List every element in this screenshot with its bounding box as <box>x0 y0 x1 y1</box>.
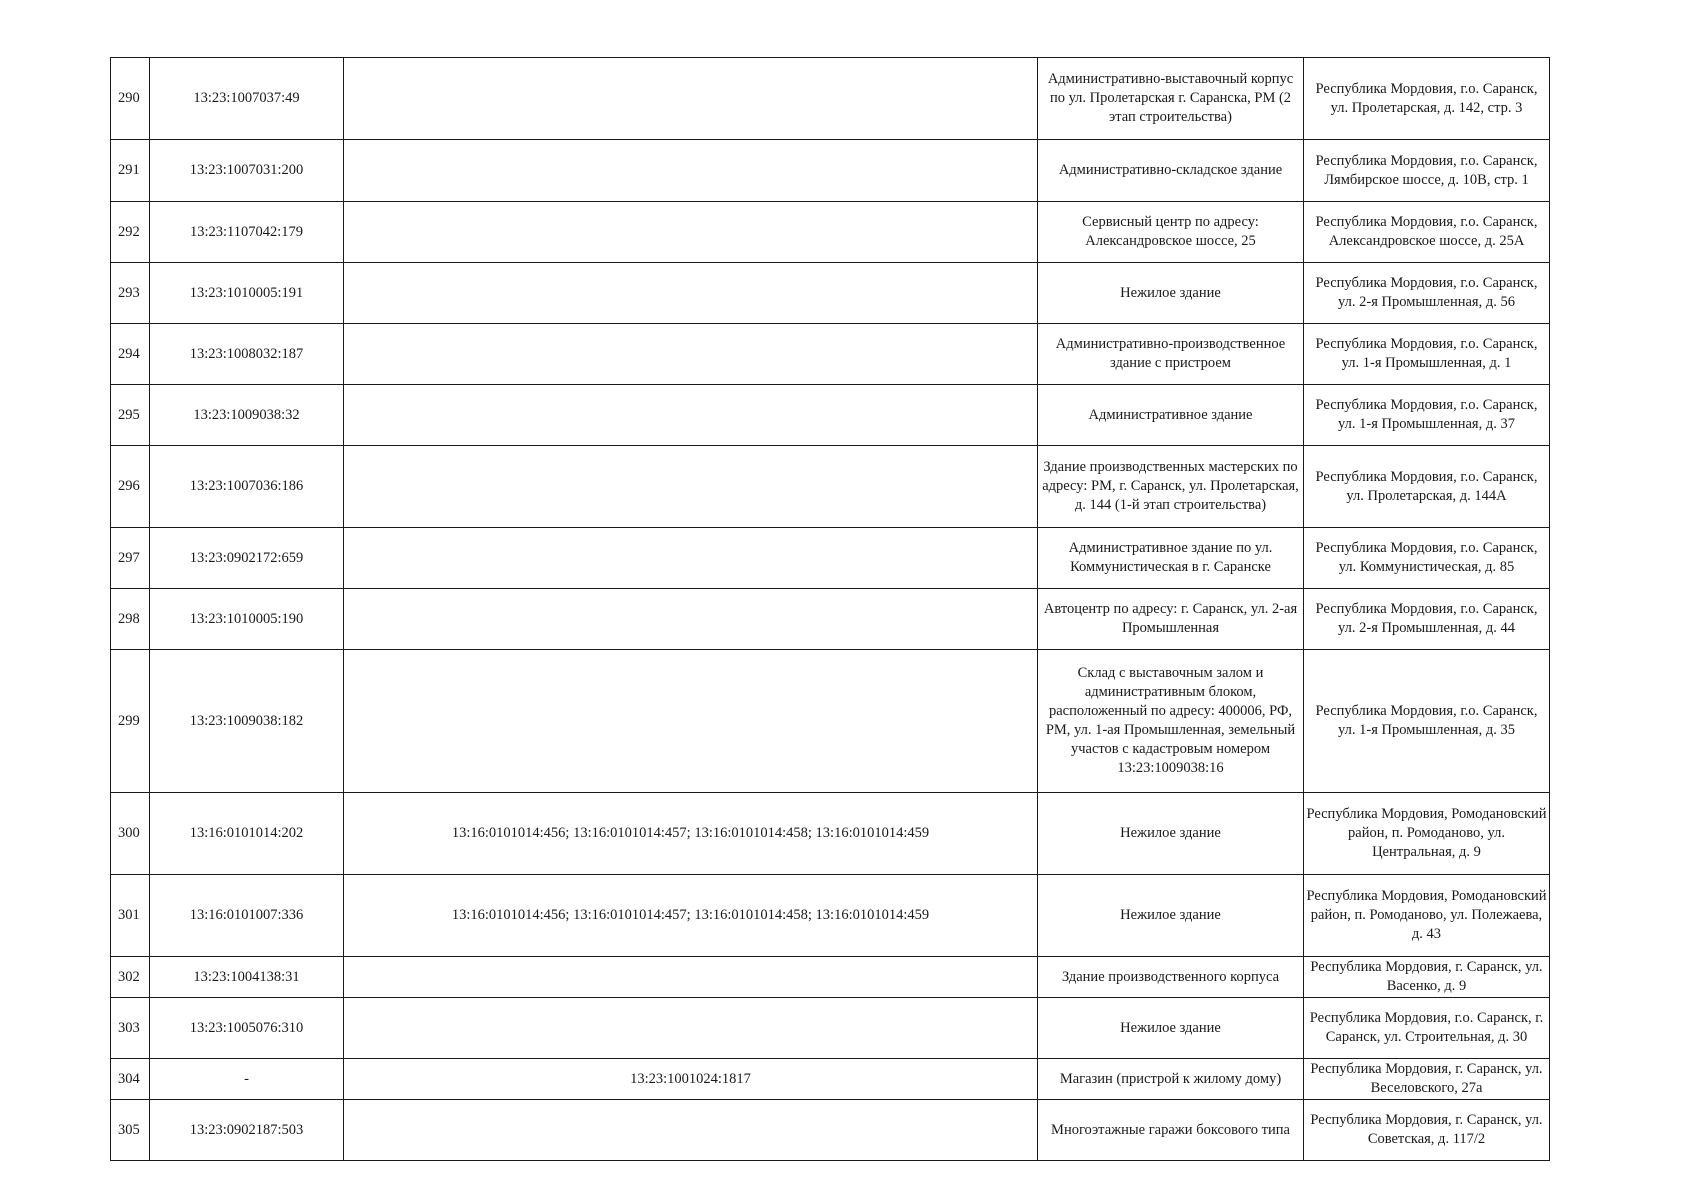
table-row <box>111 528 1550 589</box>
object-name: Многоэтажные гаражи боксового типа <box>1038 1100 1304 1161</box>
object-address: Республика Мордовия, г.о. Саранск, ул. Пролетарская, д. 142, стр. 3 <box>1304 58 1550 140</box>
object-address: Республика Мордовия, г.о. Саранск, ул. 1-я Промышленная, д. 35 <box>1304 650 1550 793</box>
cadastral-number: 13:23:1007031:200 <box>150 140 344 202</box>
table-row <box>111 998 1550 1059</box>
object-name: Административное здание по ул. Коммунистическая в г. Саранске <box>1038 528 1304 589</box>
object-address: Республика Мордовия, г. Саранск, ул. Васенко, д. 9 <box>1304 957 1550 998</box>
related-cadastral-numbers: 13:16:0101014:456; 13:16:0101014:457; 13:16:0101014:458; 13:16:0101014:459 <box>344 793 1038 875</box>
object-name: Административно-производственное здание с пристроем <box>1038 324 1304 385</box>
row-number: 291 <box>111 140 150 202</box>
related-cadastral-numbers <box>344 263 1038 324</box>
related-cadastral-numbers <box>344 1100 1038 1161</box>
row-number: 301 <box>111 875 150 957</box>
table-row <box>111 589 1550 650</box>
cadastral-number: 13:16:0101014:202 <box>150 793 344 875</box>
table-row <box>111 1059 1550 1100</box>
row-number: 304 <box>111 1059 150 1100</box>
object-address: Республика Мордовия, г.о. Саранск, ул. 1-я Промышленная, д. 1 <box>1304 324 1550 385</box>
object-name: Административное здание <box>1038 385 1304 446</box>
related-cadastral-numbers <box>344 58 1038 140</box>
cadastral-number: 13:23:1008032:187 <box>150 324 344 385</box>
row-number: 299 <box>111 650 150 793</box>
related-cadastral-numbers: 13:23:1001024:1817 <box>344 1059 1038 1100</box>
related-cadastral-numbers <box>344 202 1038 263</box>
table-row <box>111 324 1550 385</box>
object-name: Нежилое здание <box>1038 793 1304 875</box>
cadastral-number: 13:23:0902172:659 <box>150 528 344 589</box>
object-name: Нежилое здание <box>1038 263 1304 324</box>
cadastral-number: 13:23:1009038:32 <box>150 385 344 446</box>
object-address: Республика Мордовия, г.о. Саранск, ул. 2-я Промышленная, д. 56 <box>1304 263 1550 324</box>
object-name: Здание производственного корпуса <box>1038 957 1304 998</box>
registry-table <box>110 57 1550 1161</box>
object-address: Республика Мордовия, г.о. Саранск, ул. 1-я Промышленная, д. 37 <box>1304 385 1550 446</box>
row-number: 296 <box>111 446 150 528</box>
cadastral-number: 13:23:1004138:31 <box>150 957 344 998</box>
cadastral-number: 13:23:1007036:186 <box>150 446 344 528</box>
table-row <box>111 263 1550 324</box>
object-name: Склад с выставочным залом и административным блоком, расположенный по адресу: 400006, РФ, РМ, ул. 1-ая Промышленная, земельный участов с кадастровым номером 13:23:1009038:16 <box>1038 650 1304 793</box>
object-name: Административно-выставочный корпус по ул. Пролетарская г. Саранска, РМ (2 этап строительства) <box>1038 58 1304 140</box>
table-row <box>111 202 1550 263</box>
cadastral-number: 13:23:1107042:179 <box>150 202 344 263</box>
row-number: 302 <box>111 957 150 998</box>
related-cadastral-numbers <box>344 385 1038 446</box>
cadastral-number: 13:23:0902187:503 <box>150 1100 344 1161</box>
related-cadastral-numbers <box>344 140 1038 202</box>
row-number: 297 <box>111 528 150 589</box>
table-row <box>111 58 1550 140</box>
table-row <box>111 793 1550 875</box>
object-address: Республика Мордовия, г. Саранск, ул. Советская, д. 117/2 <box>1304 1100 1550 1161</box>
cadastral-number: - <box>150 1059 344 1100</box>
cadastral-number: 13:16:0101007:336 <box>150 875 344 957</box>
table-row <box>111 385 1550 446</box>
object-name: Здание производственных мастерских по адресу: РМ, г. Саранск, ул. Пролетарская, д. 144 (1-й этап строительства) <box>1038 446 1304 528</box>
object-name: Нежилое здание <box>1038 998 1304 1059</box>
object-name: Автоцентр по адресу: г. Саранск, ул. 2-ая Промышленная <box>1038 589 1304 650</box>
object-address: Республика Мордовия, г.о. Саранск, Лямбирское шоссе, д. 10В, стр. 1 <box>1304 140 1550 202</box>
object-address: Республика Мордовия, г.о. Саранск, г. Саранск, ул. Строительная, д. 30 <box>1304 998 1550 1059</box>
object-address: Республика Мордовия, г.о. Саранск, ул. 2-я Промышленная, д. 44 <box>1304 589 1550 650</box>
row-number: 303 <box>111 998 150 1059</box>
object-address: Республика Мордовия, г.о. Саранск, ул. Коммунистическая, д. 85 <box>1304 528 1550 589</box>
related-cadastral-numbers: 13:16:0101014:456; 13:16:0101014:457; 13:16:0101014:458; 13:16:0101014:459 <box>344 875 1038 957</box>
table-row <box>111 1100 1550 1161</box>
cadastral-number: 13:23:1007037:49 <box>150 58 344 140</box>
table-row <box>111 957 1550 998</box>
table-row <box>111 650 1550 793</box>
related-cadastral-numbers <box>344 589 1038 650</box>
registry-table-body <box>111 58 1550 1161</box>
cadastral-number: 13:23:1010005:190 <box>150 589 344 650</box>
object-name: Магазин (пристрой к жилому дому) <box>1038 1059 1304 1100</box>
related-cadastral-numbers <box>344 957 1038 998</box>
row-number: 292 <box>111 202 150 263</box>
row-number: 300 <box>111 793 150 875</box>
row-number: 298 <box>111 589 150 650</box>
related-cadastral-numbers <box>344 446 1038 528</box>
row-number: 294 <box>111 324 150 385</box>
related-cadastral-numbers <box>344 324 1038 385</box>
row-number: 305 <box>111 1100 150 1161</box>
table-row <box>111 140 1550 202</box>
related-cadastral-numbers <box>344 650 1038 793</box>
object-name: Сервисный центр по адресу: Александровское шоссе, 25 <box>1038 202 1304 263</box>
cadastral-number: 13:23:1009038:182 <box>150 650 344 793</box>
cadastral-number: 13:23:1005076:310 <box>150 998 344 1059</box>
object-name: Нежилое здание <box>1038 875 1304 957</box>
object-name: Административно-складское здание <box>1038 140 1304 202</box>
object-address: Республика Мордовия, г.о. Саранск, Александровское шоссе, д. 25А <box>1304 202 1550 263</box>
related-cadastral-numbers <box>344 998 1038 1059</box>
object-address: Республика Мордовия, г.о. Саранск, ул. Пролетарская, д. 144А <box>1304 446 1550 528</box>
table-row <box>111 446 1550 528</box>
object-address: Республика Мордовия, г. Саранск, ул. Веселовского, 27а <box>1304 1059 1550 1100</box>
object-address: Республика Мордовия, Ромодановский район, п. Ромоданово, ул. Центральная, д. 9 <box>1304 793 1550 875</box>
related-cadastral-numbers <box>344 528 1038 589</box>
row-number: 293 <box>111 263 150 324</box>
row-number: 290 <box>111 58 150 140</box>
cadastral-number: 13:23:1010005:191 <box>150 263 344 324</box>
row-number: 295 <box>111 385 150 446</box>
table-row <box>111 875 1550 957</box>
object-address: Республика Мордовия, Ромодановский район, п. Ромоданово, ул. Полежаева, д. 43 <box>1304 875 1550 957</box>
